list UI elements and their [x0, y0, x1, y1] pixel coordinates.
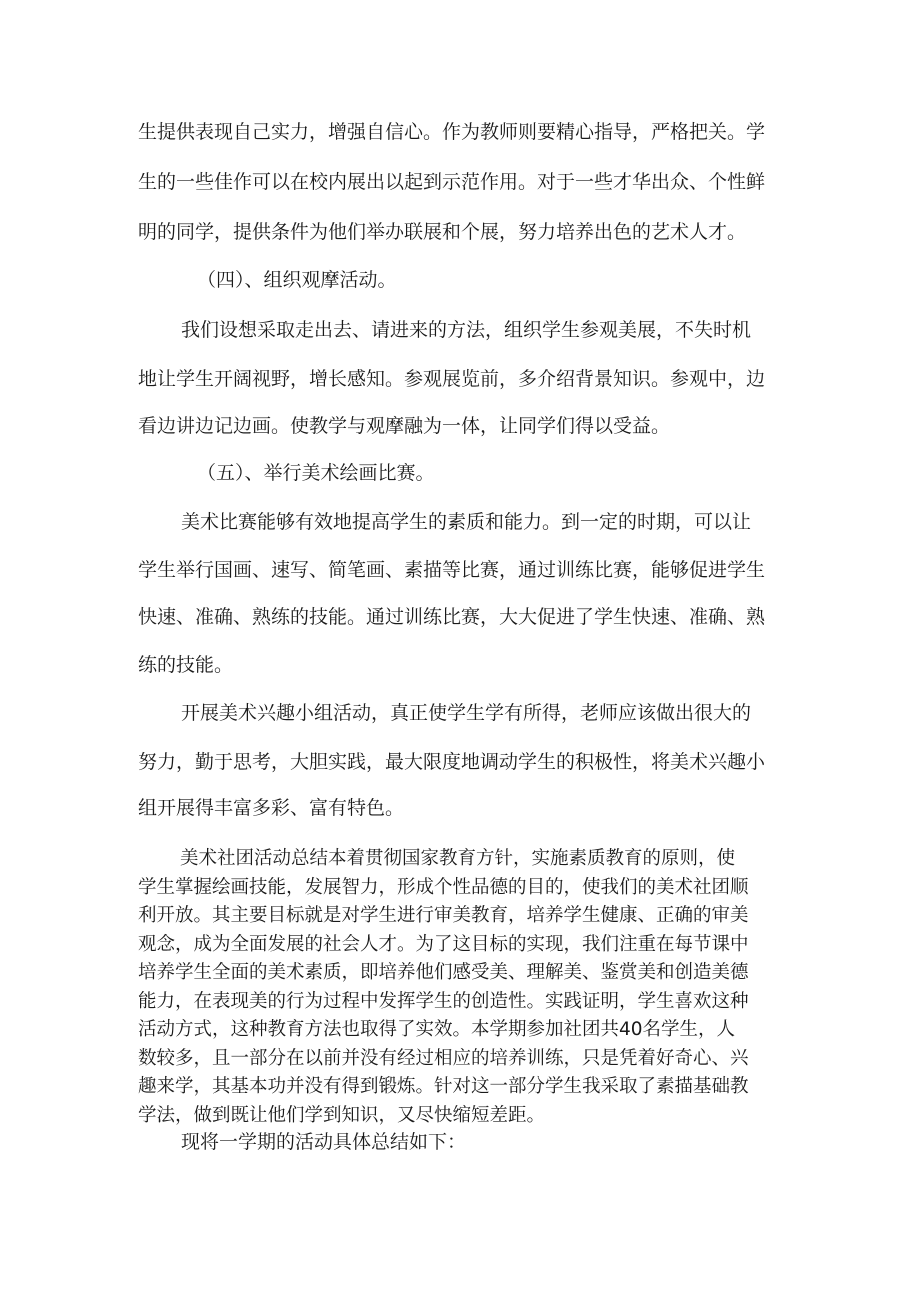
- paragraph-line: 生的一些佳作可以在校内展出以起到示范作用。对于一些才华出众、个性鲜: [138, 171, 766, 193]
- paragraph-line: 明的同学，提供条件为他们举办联展和个展，努力培养出色的艺术人才。: [138, 221, 747, 243]
- closing-line: 现将一学期的活动具体总结如下：: [181, 1131, 467, 1153]
- paragraph-line: 开展美术兴趣小组活动，真正使学生学有所得，老师应该做出很大的: [181, 702, 752, 724]
- paragraph-line: 努力，勤于思考，大胆实践，最大限度地调动学生的积极性，将美术兴趣小: [138, 751, 766, 773]
- section-heading-four: （四）、组织观摩活动。: [197, 269, 397, 291]
- paragraph-line: 练的技能。: [138, 654, 234, 676]
- paragraph-line: 数较多，且一部分在以前并没有经过相应的培养训练，只是凭着好奇心、兴: [138, 1047, 749, 1069]
- paragraph-line: 快速、准确、熟练的技能。通过训练比赛，大大促进了学生快速、准确、熟: [138, 606, 766, 628]
- paragraph-line: 美术社团活动总结本着贯彻国家教育方针，实施素质教育的原则，使: [180, 848, 736, 869]
- paragraph-line: 利开放。其主要目标就是对学生进行审美教育，培养学生健康、正确的审美: [138, 905, 749, 926]
- paragraph-line: 活动方式，这种教育方法也取得了实效。本学期参加社团共40名学生，人: [138, 1019, 736, 1040]
- paragraph-line: 能力，在表现美的行为过程中发挥学生的创造性。实践证明，学生喜欢这种: [138, 990, 749, 1012]
- paragraph-line: 组开展得丰富多彩、富有特色。: [138, 797, 405, 819]
- paragraph-line: 我们设想采取走出去、请进来的方法，组织学生参观美展，不失时机: [181, 319, 752, 341]
- paragraph-line: 地让学生开阔视野，增长感知。参观展览前，多介绍背景知识。参观中，边: [138, 368, 766, 390]
- paragraph-line: 学生举行国画、速写、简笔画、素描等比赛，通过训练比赛，能够促进学生: [138, 559, 766, 581]
- summary-paragraph: [138, 845, 798, 1130]
- paragraph-line: 学生掌握绘画技能，发展智力，形成个性品德的目的，使我们的美术社团顺: [138, 876, 749, 898]
- paragraph-line: 看边讲边记边画。使教学与观摩融为一体，让同学们得以受益。: [138, 415, 671, 437]
- paragraph-line: 培养学生全面的美术素质，即培养他们感受美、理解美、鉴赏美和创造美德: [138, 962, 749, 983]
- section-heading-five: （五）、举行美术绘画比赛。: [197, 462, 435, 484]
- paragraph-line: 趣来学，其基本功并没有得到锻炼。针对这一部分学生我采取了素描基础教: [138, 1076, 749, 1097]
- paragraph-line: 美术比赛能够有效地提高学生的素质和能力。到一定的时期，可以让: [181, 511, 752, 533]
- paragraph-line: 学法，做到既让他们学到知识，又尽快缩短差距。: [138, 1104, 546, 1126]
- paragraph-line: 观念，成为全面发展的社会人才。为了这目标的实现，我们注重在每节课中: [138, 933, 749, 955]
- paragraph-line: 生提供表现自己实力，增强自信心。作为教师则要精心指导，严格把关。学: [138, 121, 766, 143]
